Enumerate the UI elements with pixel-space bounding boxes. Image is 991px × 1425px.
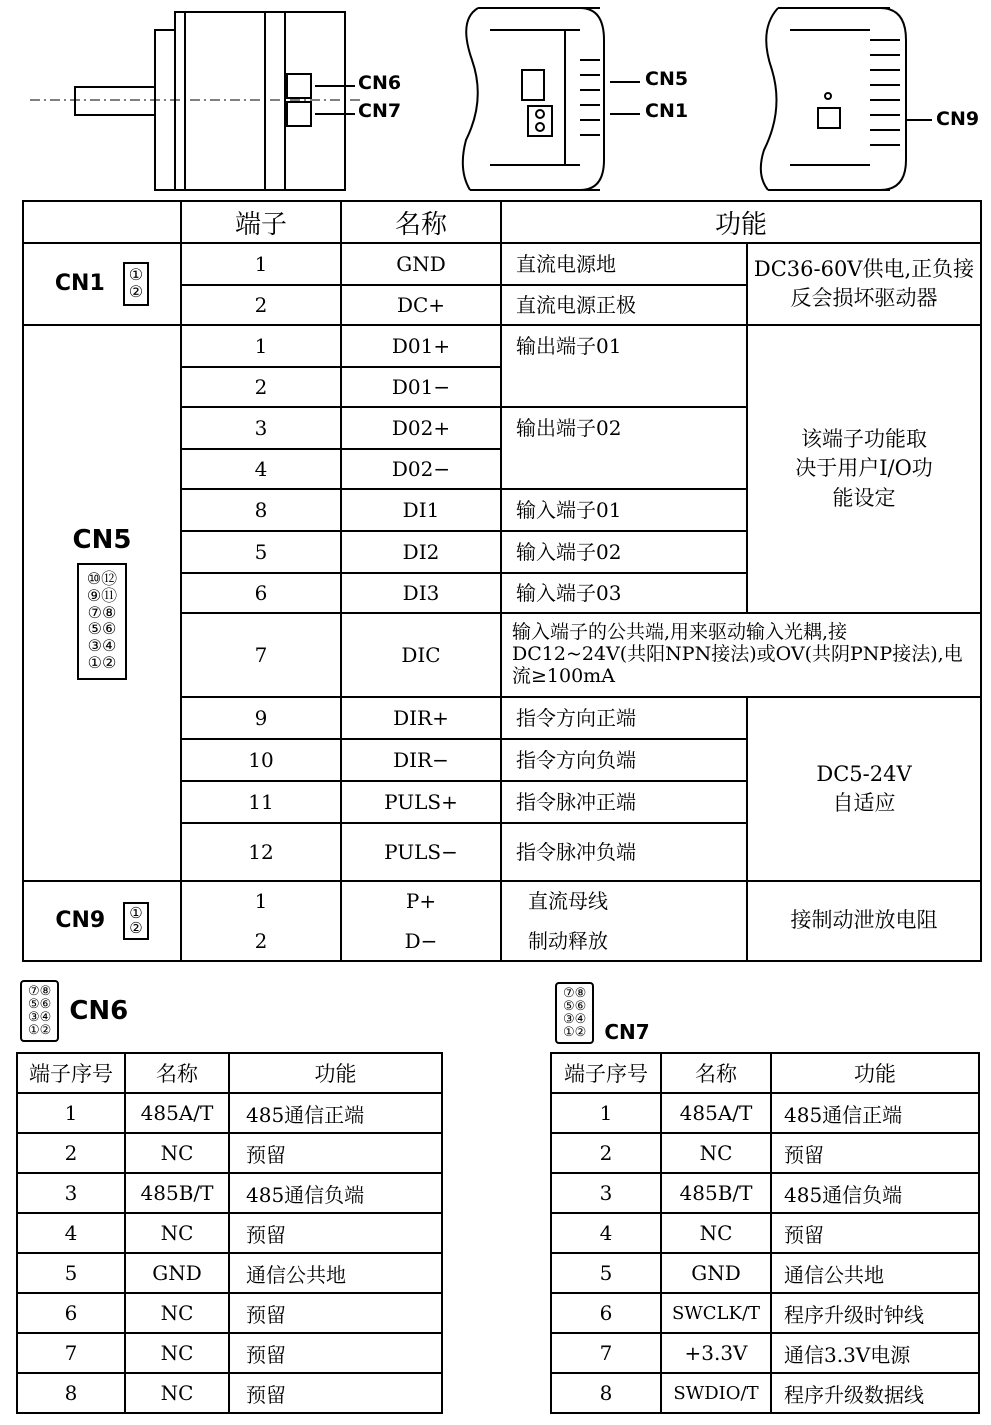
cn7-callout: CN7: [358, 100, 402, 122]
table-row: CN9 ① ② 1 P+ 直流母线 接制动泄放电阻: [23, 881, 981, 921]
table-row: 3 485B/T 485通信负端: [551, 1173, 979, 1213]
cn6-table: [16, 1052, 443, 1414]
table-row: 7 DIC 输入端子的公共端,用来驱动输入光耦,接DC12~24V(共阳NPN接法)或OV(共阴PNP接法),电流≥100mA: [23, 613, 981, 697]
cn7-connector-icon: ⑦⑧ ⑤⑥ ③④ ①②: [555, 982, 594, 1044]
cn5-io-note: 该端子功能取决于用户I/O功能设定: [747, 325, 981, 613]
table-row: 2 DC+ 直流电源正极: [23, 285, 981, 325]
cn1-cell: [23, 243, 181, 325]
cn5-callout: CN5: [645, 68, 689, 90]
table-row: 6 NC 预留: [17, 1293, 442, 1333]
cn6-title-block: [20, 980, 128, 1042]
table-row: 2 D01−: [23, 367, 981, 407]
table-row: 7 NC 预留: [17, 1333, 442, 1373]
cn5-connector-icon: ⑩⑫ ⑨⑪ ⑦⑧ ⑤⑥ ③④ ①②: [77, 563, 127, 680]
table-row: 9 DIR+ 指令方向正端 DC5-24V自适应: [23, 697, 981, 739]
cn1-label: CN1: [54, 270, 105, 296]
driver-front-drawing: [463, 8, 640, 190]
cn6-connector-icon: ⑦⑧ ⑤⑥ ③④ ①②: [20, 980, 59, 1042]
cn9-callout: CN9: [936, 108, 980, 130]
cn9-label: CN9: [55, 907, 106, 933]
cn7-title-block: [555, 982, 650, 1044]
cn9-connector-icon: ① ②: [123, 902, 148, 940]
cn1-callout: CN1: [645, 100, 689, 122]
table-row: 1 485A/T 485通信正端: [551, 1093, 979, 1133]
table-row: 6 SWCLK/T 程序升级时钟线: [551, 1293, 979, 1333]
table-row: 8 DI1 输入端子01: [23, 489, 981, 531]
table-row: 4 NC 预留: [551, 1213, 979, 1253]
table-row: 4 D02−: [23, 449, 981, 489]
header-name: 名称: [341, 201, 501, 243]
table-row: 3 485B/T 485通信负端: [17, 1173, 442, 1213]
table-header: 端子序号 名称 功能: [17, 1053, 442, 1093]
table-row: 10 DIR− 指令方向负端: [23, 739, 981, 781]
motor-drawing: [30, 12, 360, 190]
cn9-note: 接制动泄放电阻: [747, 881, 981, 961]
connector-table: [22, 200, 982, 962]
table-row: 5 GND 通信公共地: [17, 1253, 442, 1293]
table-row: 2 D− 制动释放: [23, 921, 981, 961]
cn6-title: CN6: [69, 996, 129, 1026]
table-header: 端子序号 名称 功能: [551, 1053, 979, 1093]
table-row: 4 NC 预留: [17, 1213, 442, 1253]
table-row: 8 NC 预留: [17, 1373, 442, 1413]
header-terminal: 端子: [181, 201, 341, 243]
table-row: 11 PULS+ 指令脉冲正端: [23, 781, 981, 823]
cn5-label: CN5: [72, 525, 132, 556]
table-row: 2 NC 预留: [17, 1133, 442, 1173]
table-row: 6 DI3 输入端子03: [23, 573, 981, 613]
table-row: 12 PULS− 指令脉冲负端: [23, 823, 981, 881]
table-row: 2 NC 预留: [551, 1133, 979, 1173]
table-row: 3 D02+ 输出端子02: [23, 407, 981, 449]
table-row: 5 DI2 输入端子02: [23, 531, 981, 573]
cn7-title: CN7: [604, 1020, 650, 1044]
table-header: [23, 201, 981, 243]
table-row: 7 +3.3V 通信3.3V电源: [551, 1333, 979, 1373]
cn5-pulse-note: DC5-24V自适应: [747, 697, 981, 881]
table-row: 1 485A/T 485通信正端: [17, 1093, 442, 1133]
cn7-table: [550, 1052, 980, 1414]
cn1-note: DC36-60V供电,正负接反会损坏驱动器: [747, 243, 981, 325]
driver-back-drawing: [761, 8, 932, 190]
cn1-connector-icon: ① ②: [123, 262, 149, 306]
table-row: CN1 ① ② 1 GND 直流电源地 DC36-60V供电,正负接反会损坏驱动器: [23, 243, 981, 285]
header-function: 功能: [501, 201, 981, 243]
cn9-cell: [23, 881, 181, 961]
cn5-cell: [23, 325, 181, 881]
cn6-callout: CN6: [358, 72, 402, 94]
motor-side-view: [0, 0, 991, 196]
table-row: CN5 ⑩⑫ ⑨⑪ ⑦⑧ ⑤⑥ ③④ ①② 1 D01+ 输出端子01 该端子功能取决于用户I/O功能设定: [23, 325, 981, 367]
table-row: 8 SWDIO/T 程序升级数据线: [551, 1373, 979, 1413]
table-row: 5 GND 通信公共地: [551, 1253, 979, 1293]
dic-description: 输入端子的公共端,用来驱动输入光耦,接DC12~24V(共阳NPN接法)或OV(共阴PNP接法),电流≥100mA: [501, 613, 981, 697]
